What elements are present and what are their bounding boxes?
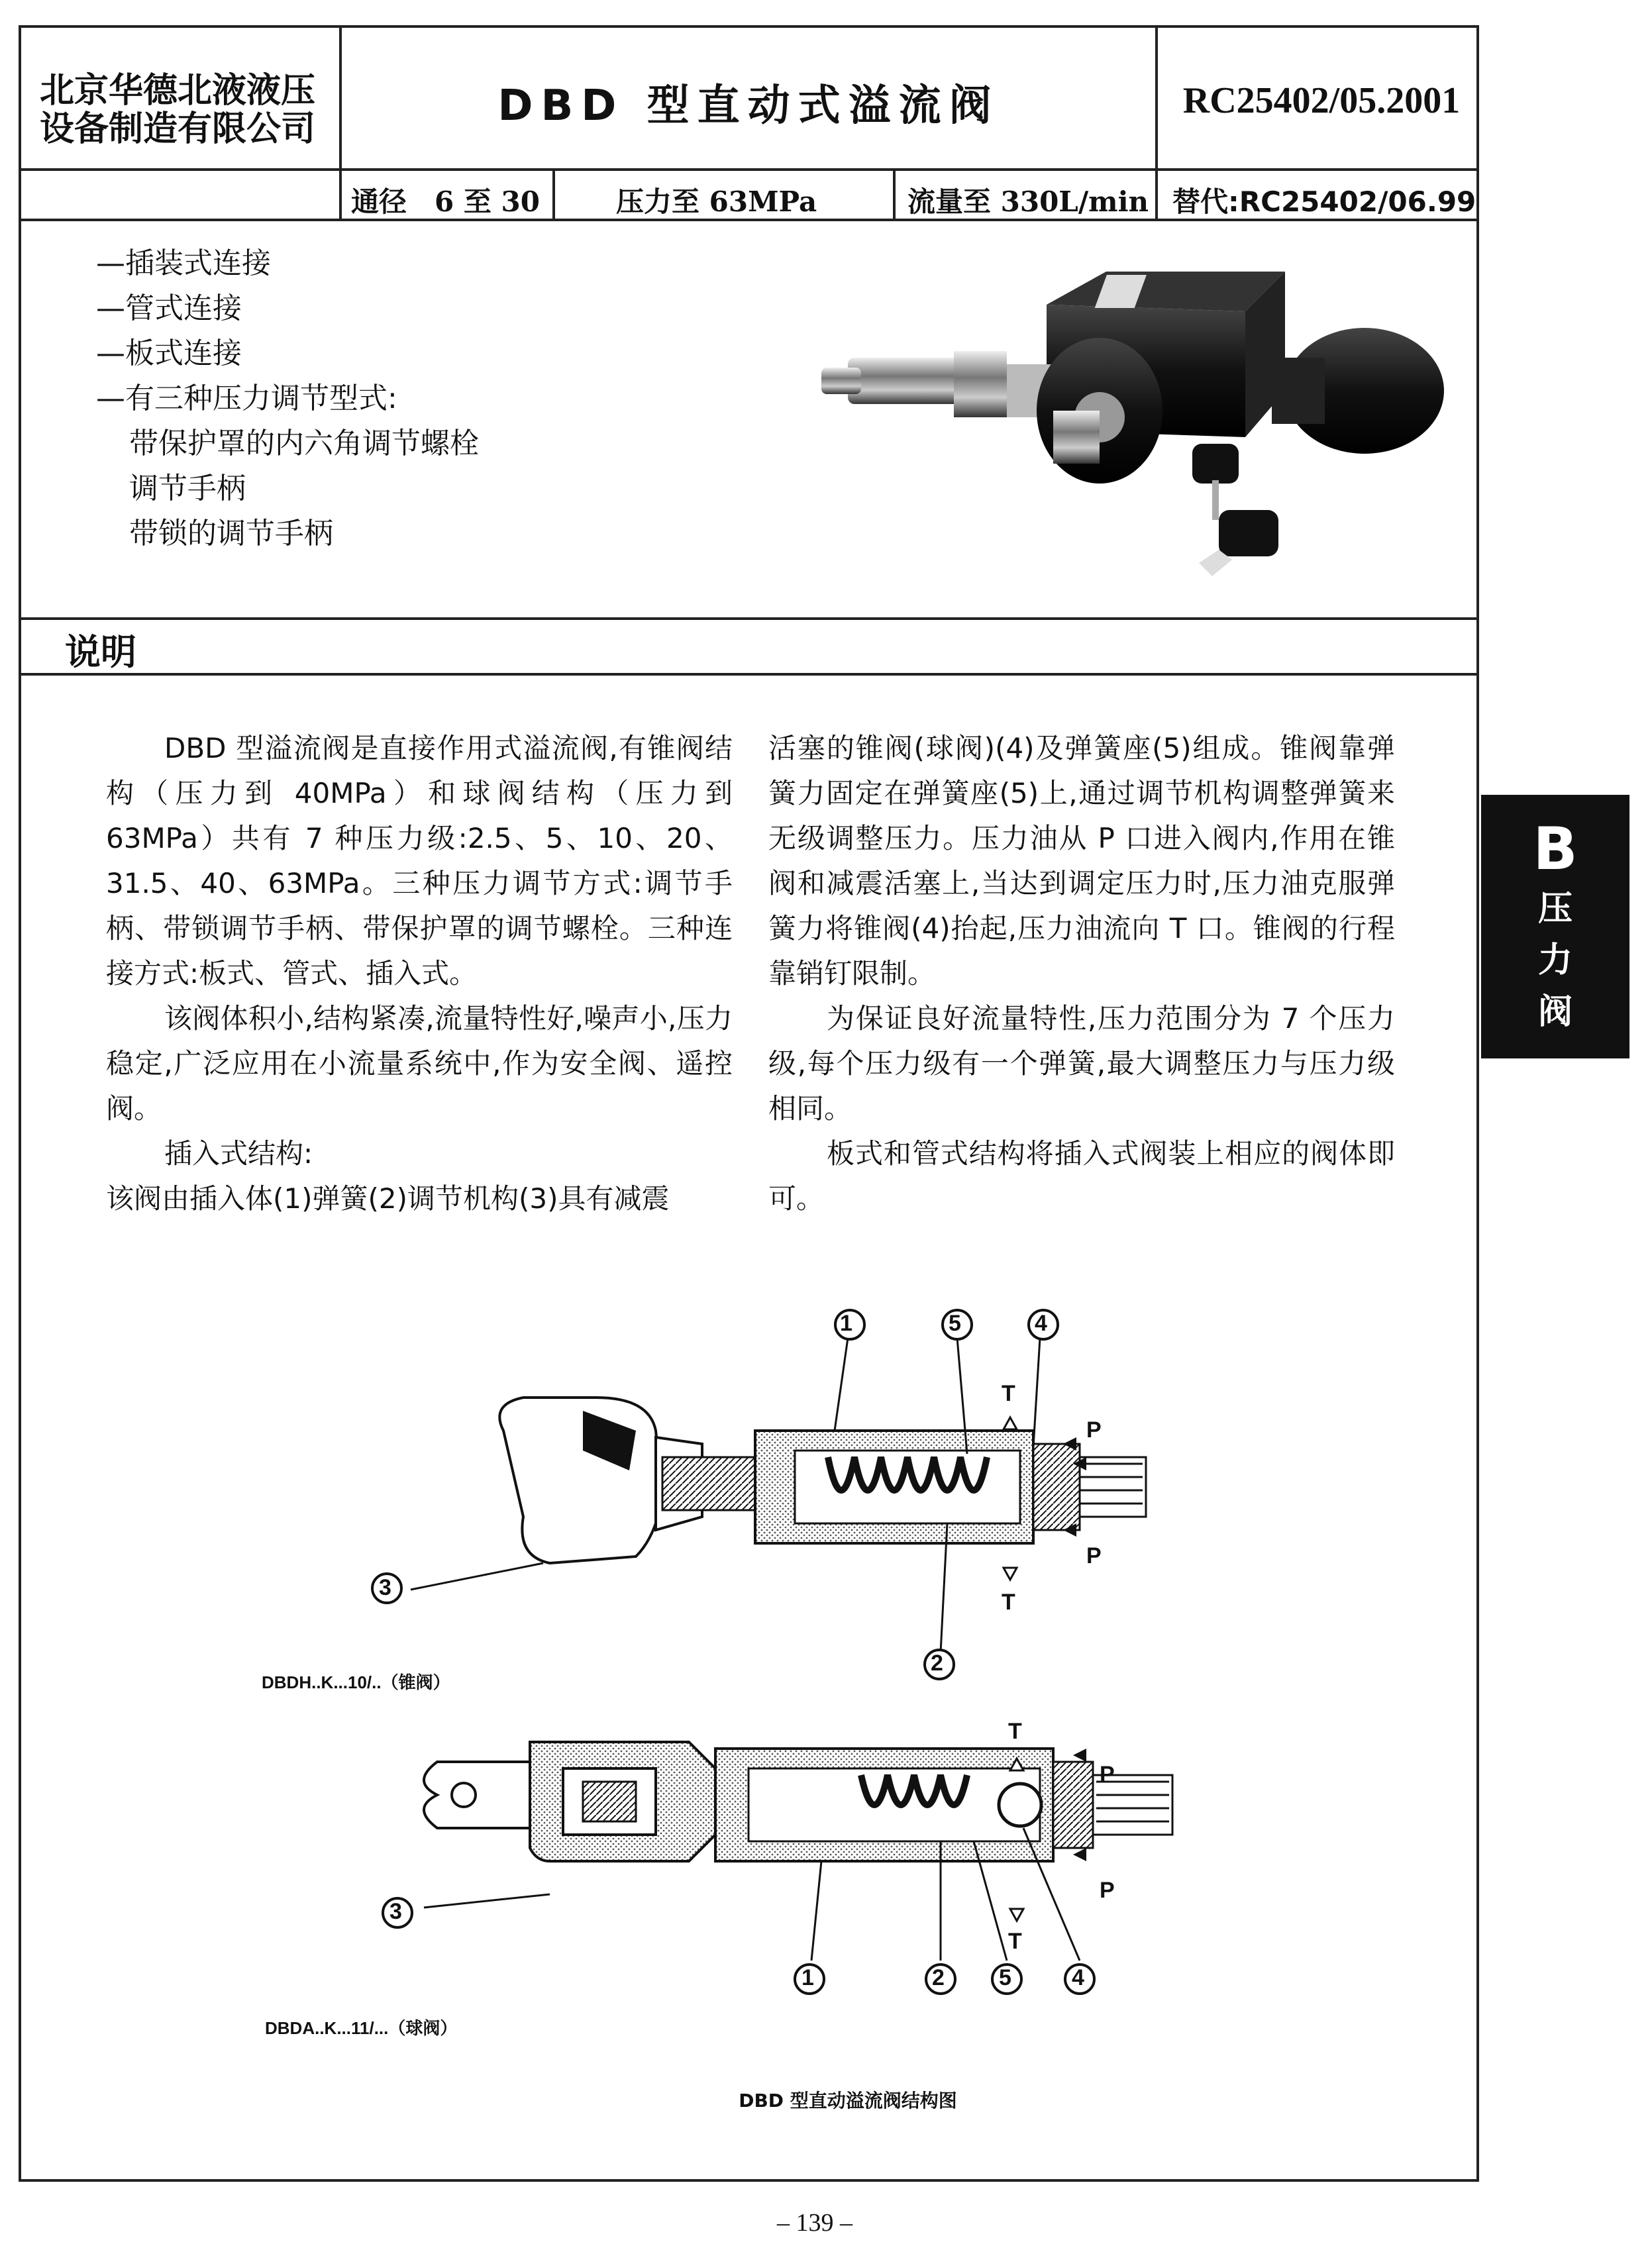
callout-3: 3 [379, 1575, 391, 1600]
body-left-column [106, 726, 733, 1221]
header-divider-2 [1155, 25, 1158, 221]
section-tab [1481, 795, 1629, 1058]
callout-1-bottom: 1 [801, 1965, 814, 1990]
body-paragraph: 板式和管式结构将插入式阀装上相应的阀体即可。 [768, 1137, 1395, 1215]
diagram-label-cone: DBDH..K...10/..（锥阀） [262, 1672, 450, 1692]
port-p-label: P [1086, 1543, 1102, 1568]
diagram-label-ball: DBDA..K...11/...（球阀） [265, 2018, 458, 2038]
body-paragraph: 活塞的锥阀(球阀)(4)及弹簧座(5)组成。锥阀靠弹簧力固定在弹簧座(5)上,通过调节机构调整弹簧来无级调整压力。压力油从 P 口进入阀内,作用在锥阀和减震活塞上,当达到调定压力时,压力油克服弹簧力将锥阀(4)抬起,压力油流向 T 口。锥阀的行程靠销钉限制。 [768, 732, 1395, 990]
page-number: – 139 – [777, 2209, 852, 2237]
body-paragraph: 该阀由插入体(1)弹簧(2)调节机构(3)具有减震 [106, 1182, 670, 1215]
feature-item: —有三种压力调节型式: [96, 382, 397, 415]
tab-char: 力 [1537, 941, 1573, 980]
body-right-column [768, 726, 1395, 1221]
callout-5-bottom: 5 [999, 1965, 1011, 1990]
spec-rule-left [19, 219, 342, 221]
spec-replaces: 替代:RC25402/06.99 [1172, 185, 1476, 218]
tab-letter: B [1533, 815, 1578, 883]
company-name: 北京华德北液液压设备制造有限公司 [40, 70, 316, 149]
header-divider-1 [339, 25, 342, 221]
port-t-label: T [1002, 1381, 1015, 1406]
ball-valve-drawing [424, 1742, 1172, 1961]
port-p-label: P [1100, 1762, 1115, 1787]
section-rule-bottom [19, 673, 1479, 676]
spec-size: 通径 6 至 30 [351, 185, 540, 218]
spec-flow: 流量至 330L/min [907, 185, 1149, 218]
tab-char: 压 [1537, 889, 1573, 929]
diagram-caption: DBD 型直动溢流阀结构图 [739, 2090, 957, 2112]
callout-2-bottom: 2 [932, 1965, 945, 1990]
port-t-label: T [1002, 1590, 1015, 1615]
port-t-label: T [1008, 1929, 1022, 1954]
document-number: RC25402/05.2001 [1182, 80, 1461, 121]
feature-subitem: 调节手柄 [129, 472, 246, 505]
feature-item: —管式连接 [96, 291, 242, 325]
body-paragraph: 该阀体积小,结构紧凑,流量特性好,噪声小,压力稳定,广泛应用在小流量系统中,作为安全阀、遥控阀。 [106, 1002, 733, 1125]
section-rule-top [19, 617, 1479, 620]
body-paragraph: 插入式结构: [164, 1137, 313, 1170]
document-title: DBD 型直动式溢流阀 [497, 81, 1000, 130]
callout-1: 1 [840, 1311, 852, 1336]
spec-divider-2 [893, 168, 896, 221]
body-paragraph: DBD 型溢流阀是直接作用式溢流阀,有锥阀结构（压力到 40MPa）和球阀结构（压力到 63MPa）共有 7 种压力级:2.5、5、10、20、31.5、40、63MPa。三种压力调节方式:调节手柄、带锁调节手柄、带保护罩的调节螺栓。三种连接方式:板式、管式、插入式。 [106, 732, 733, 990]
cone-valve-drawing [411, 1338, 1146, 1653]
header-rule [19, 168, 1479, 171]
feature-subitem: 带保护罩的内六角调节螺栓 [129, 427, 479, 460]
callout-2: 2 [931, 1651, 943, 1676]
spec-pressure: 压力至 63MPa [616, 185, 817, 218]
spec-divider-1 [552, 168, 555, 221]
body-paragraph: 为保证良好流量特性,压力范围分为 7 个压力级,每个压力级有一个弹簧,最大调整压力与压力级相同。 [768, 1002, 1395, 1125]
callout-4: 4 [1035, 1311, 1047, 1336]
product-photo [821, 258, 1444, 616]
callout-5: 5 [949, 1311, 961, 1336]
port-p-label: P [1086, 1417, 1102, 1443]
tab-char: 阀 [1537, 992, 1573, 1032]
section-title: 说明 [65, 631, 136, 673]
feature-item: —插装式连接 [96, 246, 271, 280]
structure-diagram [0, 1298, 1477, 2080]
feature-item: —板式连接 [96, 336, 242, 370]
port-t-label: T [1008, 1719, 1022, 1744]
port-p-label: P [1100, 1878, 1115, 1903]
callout-3-bottom: 3 [389, 1899, 402, 1924]
feature-subitem: 带锁的调节手柄 [129, 517, 333, 550]
callout-4-bottom: 4 [1072, 1965, 1084, 1990]
